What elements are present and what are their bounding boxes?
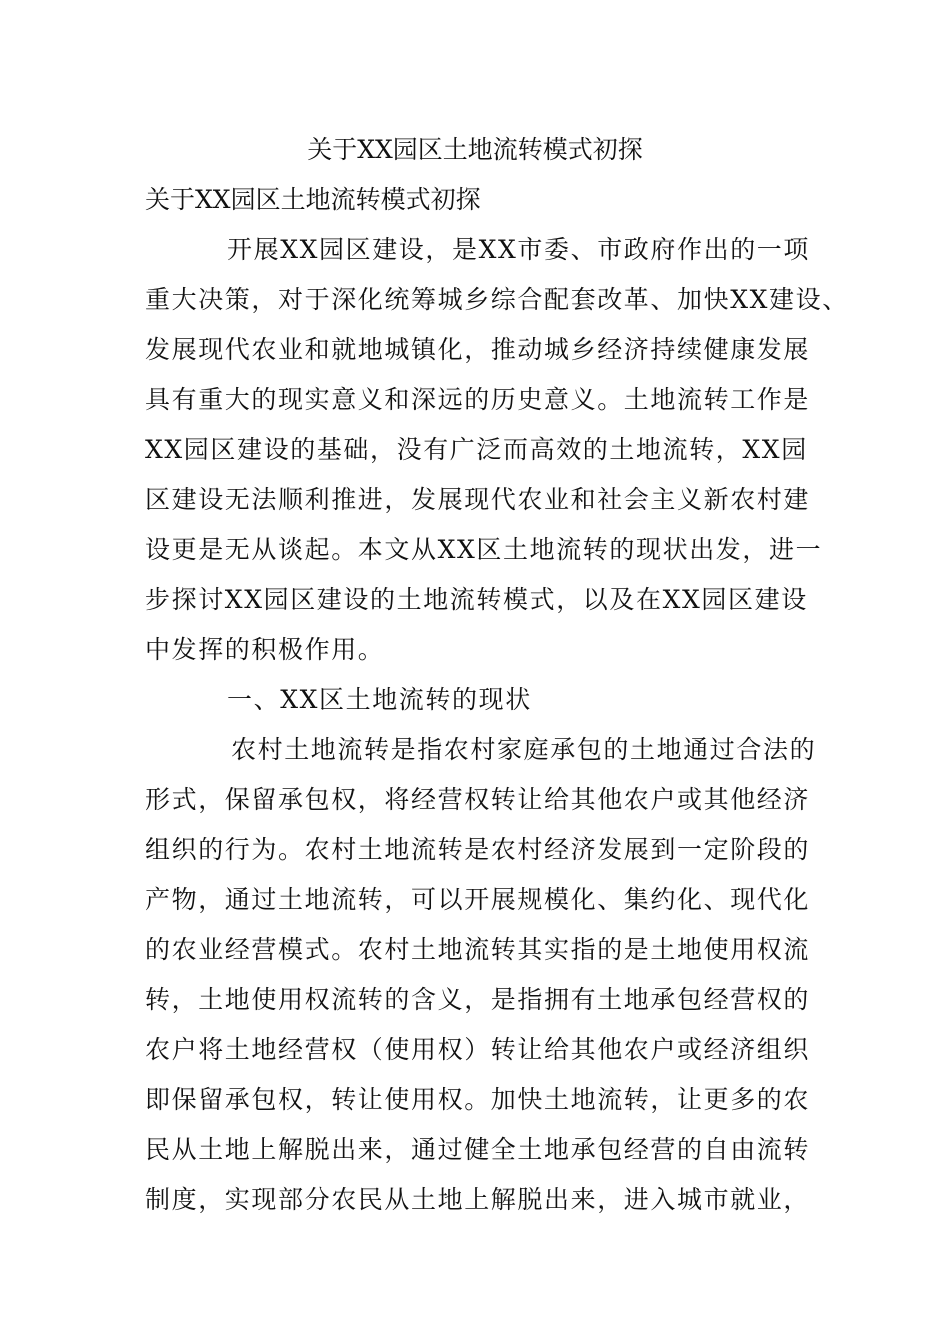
paragraph-line: 开展XX园区建设，是XX市委、市政府作出的一项 [227, 235, 810, 264]
document-subtitle: 关于XX园区土地流转模式初探 [145, 185, 481, 214]
paragraph-line: 设更是无从谈起。本文从XX区土地流转的现状出发，进一 [145, 535, 823, 564]
paragraph-line: 制度，实现部分农民从土地上解脱出来，进入城市就业， [145, 1185, 811, 1214]
paragraph-line: 组织的行为。农村土地流转是农村经济发展到一定阶段的 [145, 835, 811, 864]
paragraph-line: XX园区建设的基础，没有广泛而高效的土地流转，XX园 [145, 435, 808, 464]
document-title: 关于XX园区土地流转模式初探 [307, 135, 643, 164]
paragraph-line: 转，土地使用权流转的含义，是指拥有土地承包经营权的 [145, 985, 811, 1014]
paragraph-line: 步探讨XX园区建设的土地流转模式，以及在XX园区建设 [145, 585, 808, 614]
paragraph-line: 产物，通过土地流转，可以开展规模化、集约化、现代化 [145, 885, 811, 914]
paragraph-line: 民从土地上解脱出来，通过健全土地承包经营的自由流转 [145, 1135, 811, 1164]
paragraph-line: 具有重大的现实意义和深远的历史意义。土地流转工作是 [145, 385, 811, 414]
paragraph-line: 区建设无法顺利推进，发展现代农业和社会主义新农村建 [145, 485, 811, 514]
paragraph-line: 的农业经营模式。农村土地流转其实指的是土地使用权流 [145, 935, 811, 964]
paragraph-line: 即保留承包权，转让使用权。加快土地流转，让更多的农 [145, 1085, 811, 1114]
paragraph-line: 形式，保留承包权，将经营权转让给其他农户或其他经济 [145, 785, 811, 814]
paragraph-line: 重大决策，对于深化统筹城乡综合配套改革、加快XX建设、 [145, 285, 849, 314]
paragraph-line: 农村土地流转是指农村家庭承包的土地通过合法的 [231, 735, 817, 764]
section-heading: 一、XX区土地流转的现状 [227, 685, 532, 714]
document-body [145, 230, 849, 1230]
paragraph-line: 农户将土地经营权（使用权）转让给其他农户或经济组织 [145, 1035, 811, 1064]
paragraph-line: 中发挥的积极作用。 [145, 635, 385, 664]
paragraph-line: 发展现代农业和就地城镇化，推动城乡经济持续健康发展 [145, 335, 811, 364]
